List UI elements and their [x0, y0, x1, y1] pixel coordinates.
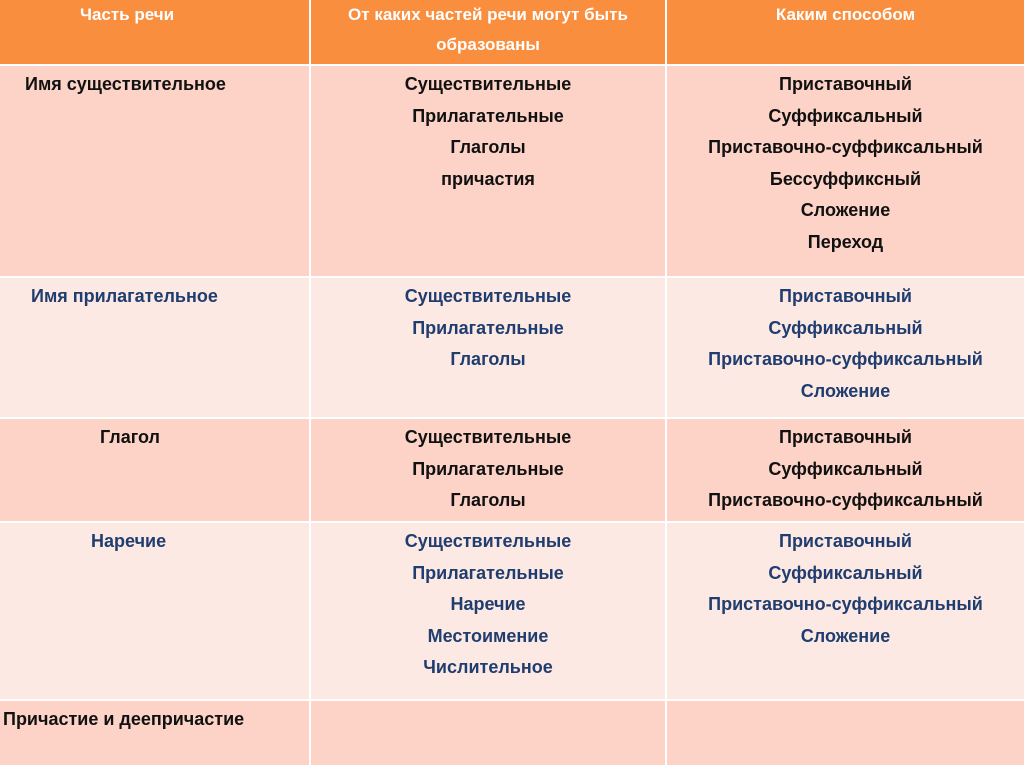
method-item: Приставочный — [779, 531, 912, 551]
row-participle-methods — [667, 701, 1024, 767]
header-method — [667, 0, 1024, 66]
row-participle-sources — [311, 701, 667, 767]
source-item: Существительные — [404, 427, 572, 447]
method-item: Сложение — [800, 200, 891, 220]
method-item: Суффиксальный — [768, 562, 923, 583]
method-item: Приставочно-суффиксальный — [708, 594, 983, 614]
method-item: Приставочный — [779, 286, 912, 306]
method-item: Суффиксальный — [768, 458, 923, 479]
source-item: Прилагательные — [412, 458, 564, 479]
method-item: Приставочный — [779, 74, 912, 94]
method-item: Переход — [807, 231, 884, 252]
row-name: Причастие и деепричастие — [3, 709, 245, 729]
row-noun-name — [0, 66, 311, 278]
header-source — [311, 0, 667, 66]
source-item: Прилагательные — [412, 317, 564, 338]
method-item: Сложение — [800, 625, 891, 646]
source-item: Глаголы — [450, 137, 526, 157]
method-item: Суффиксальный — [768, 317, 923, 338]
row-adverb-methods — [667, 523, 1024, 701]
header-part-of-speech — [0, 0, 311, 66]
source-item: Прилагательные — [412, 562, 564, 583]
source-item: Числительное — [423, 657, 553, 677]
row-adverb-sources — [311, 523, 667, 701]
method-item: Сложение — [800, 380, 891, 401]
header-part-of-speech-label: Часть речи — [80, 5, 175, 24]
row-name: Имя существительное — [25, 74, 226, 94]
method-item: Приставочно-суффиксальный — [708, 137, 983, 157]
method-item: Приставочно-суффиксальный — [708, 349, 983, 369]
source-item: причастия — [441, 168, 535, 189]
method-item: Суффиксальный — [768, 105, 923, 126]
row-adjective-sources — [311, 278, 667, 419]
source-item: Прилагательные — [412, 105, 564, 126]
source-item: Существительные — [404, 286, 572, 306]
source-item: Глаголы — [450, 490, 526, 510]
row-verb-sources — [311, 419, 667, 523]
row-name: Наречие — [91, 531, 167, 551]
source-item: Местоимение — [427, 625, 549, 646]
row-verb-name — [0, 419, 311, 523]
method-item: Бессуффиксный — [769, 168, 922, 189]
row-name: Глагол — [100, 427, 160, 447]
row-participle-name — [0, 701, 311, 767]
header-source-label: От каких частей речи могут быть образованы — [348, 5, 628, 54]
row-name: Имя прилагательное — [31, 286, 218, 306]
source-item: Существительные — [404, 74, 572, 94]
source-item: Глаголы — [450, 349, 526, 369]
method-item: Приставочный — [779, 427, 912, 447]
header-method-label: Каким способом — [775, 5, 916, 24]
source-item: Существительные — [404, 531, 572, 551]
row-noun-sources — [311, 66, 667, 278]
row-verb-methods — [667, 419, 1024, 523]
row-adjective-methods — [667, 278, 1024, 419]
source-item: Наречие — [450, 594, 526, 614]
row-adverb-name — [0, 523, 311, 701]
row-noun-methods — [667, 66, 1024, 278]
row-adjective-name — [0, 278, 311, 419]
method-item: Приставочно-суффиксальный — [708, 490, 983, 510]
